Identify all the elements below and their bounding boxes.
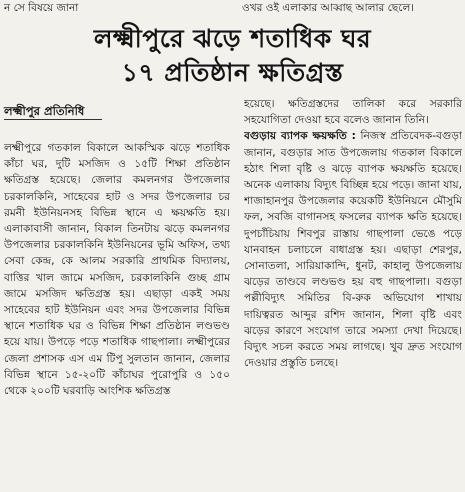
previous-article-text-right: ওখর ওই এলাকার আব্বাছ আলার ছেলে। xyxy=(242,2,415,14)
subheading-bogura: বগুড়ায় ব্যাপক ক্ষয়ক্ষতি : xyxy=(244,130,356,143)
headline-line-2: ১৭ প্রতিষ্ঠান ক্ষতিগ্রস্ত xyxy=(121,58,344,87)
previous-article-text-left: ন সে বিষয়ে জানা xyxy=(4,2,79,14)
headline xyxy=(0,22,465,90)
byline: লক্ষ্মীপুর প্রতিনিধি xyxy=(4,104,85,118)
bogura-body: নিজস্ব প্রতিবেদক-বগুড়া জানান, বগুড়ার সাত উপজেলায় গতকাল বিকালে হঠাৎ শিলা বৃষ্টি ও ঝড়ে ব্যাপক ক্ষয়ক্ষতি হয়েছে। অনেক এলাকায় বিদ্যুৎ বিচ্ছিন্ন হয়ে পড়ে। জানা যায়, শাজাহানপুর উপজেলার কয়েকটি ইউনিয়নে মৌসুমি ফল, সবজি বাগানসহ ফসলের ব্যাপক ক্ষতি হয়েছে। দুপচাঁচিয়ায় শিবপুর রাস্তায় গাছপালা ভেঙে পড়ে যানবাহন চলাচলে বাধাগ্রস্ত হয়। এছাড়া শেরপুর, সোনাতলা, সারিয়াকান্দি, ধুনট, কাহালু উপজেলায় ঝড়ের তাণ্ডবে লণ্ডভণ্ড হয় বহু গাছপালা। বগুড়া পল্লীবিদ্যুৎ সমিতির বি-রুক অভিযোগ শাখায় দায়িত্বরত আব্দুর রশিদ জানান, শিলা বৃষ্টি এবং ঝড়ের কারণে সংযোগ তারে সমস্যা দেখা দিয়েছে। বিদ্যুৎ সচল করতে সময় লাগছে। খুব দ্রুত সংযোগ দেওয়ার প্রস্তুতি চলছে। xyxy=(244,130,462,370)
article-paragraph: লক্ষ্মীপুরে গতকাল বিকালে আকস্মিক ঝড়ে শতাধিক কাঁচা ঘর, দুটি মসজিদ ও ১৫টি শিক্ষা প্রতিষ্ঠান ক্ষতিগ্রস্ত হয়েছে। জেলার কমলনগর উপজেলার চরকালকিনি, সাহেবের হাট ও সদর উপজেলার চর রমনী ইউনিয়নসহ বিভিন্ন স্থানে এ ক্ষয়ক্ষতি হয়। এলাকাবাসী জানান, বিকাল তিনটায় ঝড়ে কমলনগর উপজেলার চরকালকিনি ইউনিয়নের ভূমি অফিস, তথ্য সেবা কেন্দ্র, কে আলম সরকারি প্রাথমিক বিদ্যালয়, বাত্তির খাল জামে মসজিদ, চরকালকিনি গুচ্ছ গ্রাম জামে মসজিদ ক্ষতিগ্রস্ত হয়। এছাড়া একই সময় সাহেবের হাট ইউনিয়ন এবং সদর উপজেলার বিভিন্ন স্থানে শতাধিক ঘর ও বিভিন্ন শিক্ষা প্রতিষ্ঠান লণ্ডভণ্ড হয়ে যায়। উপড়ে পড়ে শতাধিক গাছপালা। লক্ষ্মীপুরের জেলা প্রশাসক এস এম টিপু সুলতান জানান, জেলার বিভিন্ন স্থানে ১৫-২০টি কাঁচাঘর পুরোপুরি ও ১৫০ থেকে ২০০টি ঘরবাড়ি আংশিক ক্ষতিগ্রস্ত xyxy=(4,142,230,398)
byline-underline xyxy=(4,119,102,120)
previous-article-strip xyxy=(0,0,465,20)
article-paragraph: হয়েছে। ক্ষতিগ্রস্তদের তালিকা করে সরকারি সহযোগিতা দেওয়া হবে বলেও জানান তিনি। xyxy=(244,98,462,127)
article-column-right xyxy=(244,96,462,490)
article-column-left xyxy=(4,140,230,490)
article-paragraph-bogura xyxy=(244,128,462,371)
headline-line-1: লক্ষ্মীপুরে ঝড়ে শতাধিক ঘর xyxy=(93,24,372,53)
